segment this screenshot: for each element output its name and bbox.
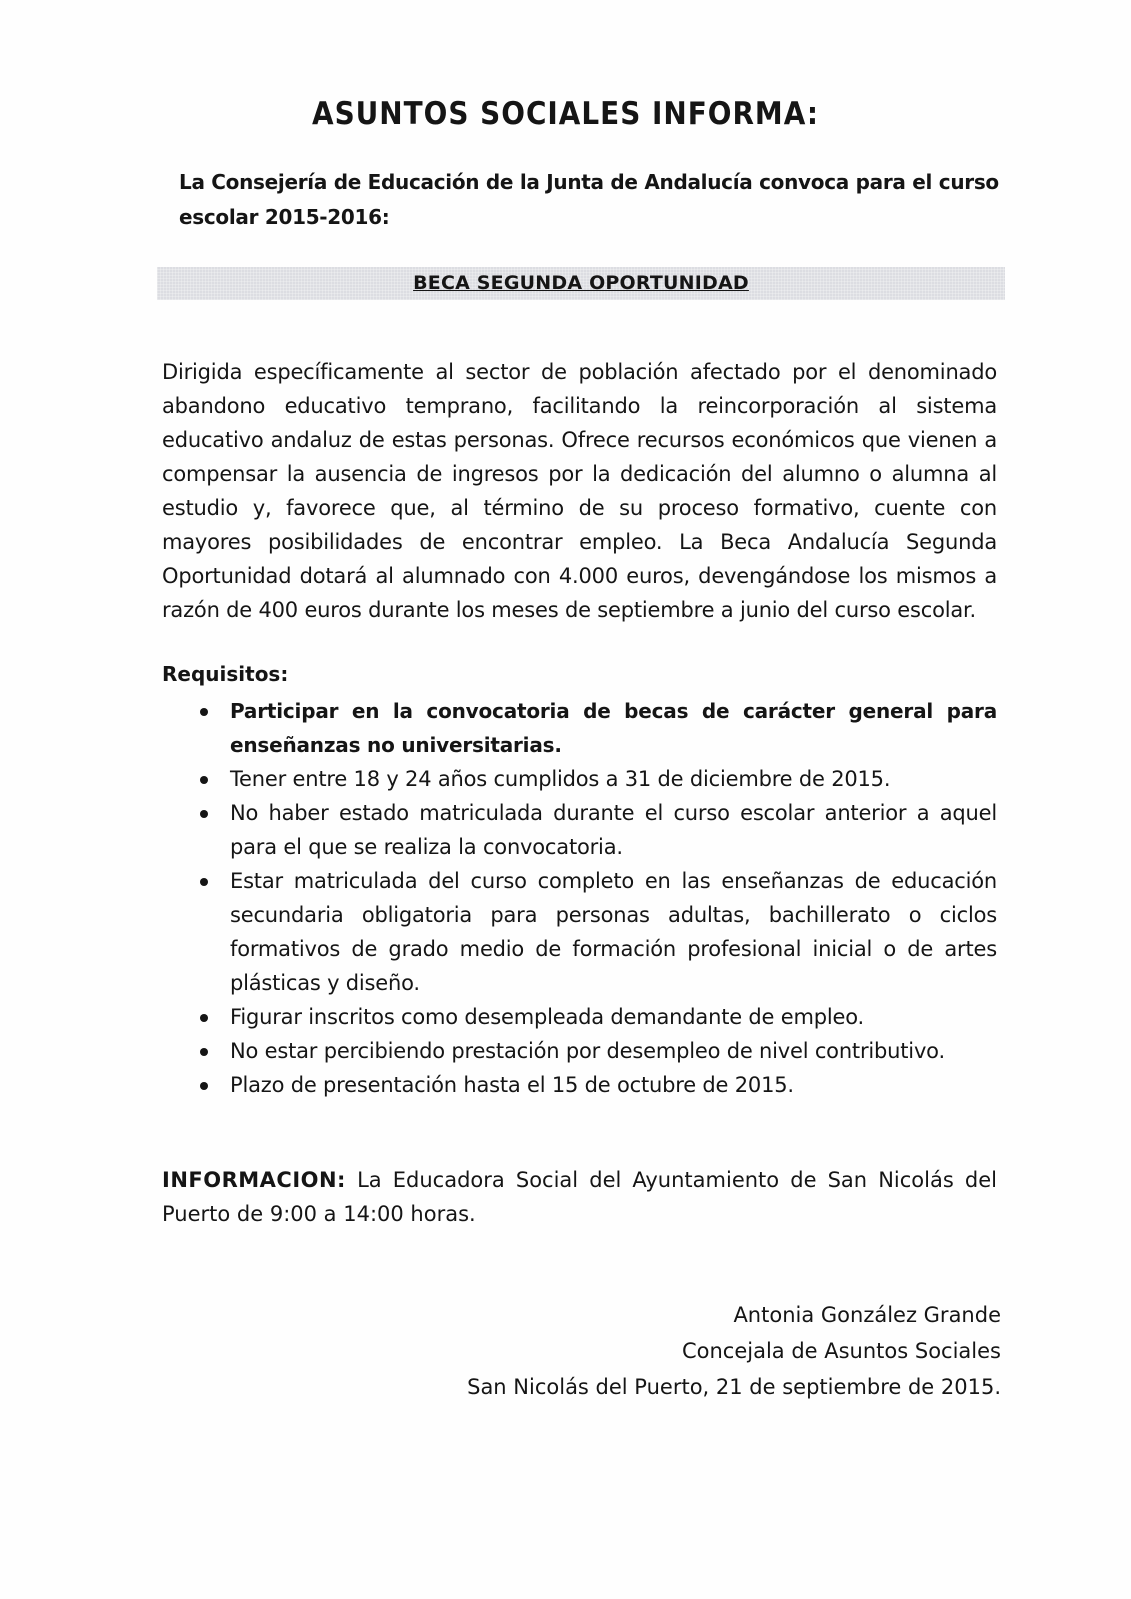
requirement-item	[162, 796, 997, 864]
signature-block	[467, 1297, 1001, 1405]
requirement-text: Participar en la convocatoria de becas de carácter general para enseñanzas no universitarias.	[230, 699, 997, 757]
bullet-icon	[200, 1014, 208, 1022]
bullet-icon	[200, 1048, 208, 1056]
bullet-icon	[200, 1082, 208, 1090]
bullet-icon	[200, 878, 208, 886]
requirement-text: Figurar inscritos como desempleada demandante de empleo.	[230, 1005, 864, 1029]
requirement-item	[162, 694, 997, 762]
requirements-heading: Requisitos:	[162, 662, 289, 686]
requirement-item	[162, 1034, 997, 1068]
bullet-icon	[200, 810, 208, 818]
requirement-text: Plazo de presentación hasta el 15 de octubre de 2015.	[230, 1073, 794, 1097]
signatory-role: Concejala de Asuntos Sociales	[681, 1339, 1001, 1363]
description-paragraph: Dirigida específicamente al sector de población afectado por el denominado abandono educativo temprano, facilitando la reincorporación al sistema educativo andaluz de estas personas. Ofrece recursos económicos que vienen a compensar la ausencia de ingresos por la dedicación del alumno o alumna al estudio y, favorece que, al término de su proceso formativo, cuente con mayores posibilidades de encontrar empleo. La Beca Andalucía Segunda Oportunidad dotará al alumnado con 4.000 euros, devengándose los mismos a razón de 400 euros durante los meses de septiembre a junio del curso escolar.	[162, 360, 997, 622]
information-text: La Educadora Social del Ayuntamiento de San Nicolás del Puerto de 9:00 a 14:00 horas.	[162, 1168, 997, 1226]
requirements-list	[162, 694, 997, 1102]
requirement-text: No estar percibiendo prestación por desempleo de nivel contributivo.	[230, 1039, 945, 1063]
signatory-name: Antonia González Grande	[733, 1303, 1001, 1327]
requirement-text: Estar matriculada del curso completo en las enseñanzas de educación secundaria obligatoria para personas adultas, bachillerato o ciclos formativos de grado medio de formación profesional inicial o de artes plásticas y diseño.	[230, 869, 997, 995]
requirement-item	[162, 864, 997, 1000]
information-label: INFORMACION:	[162, 1168, 346, 1192]
page-title: ASUNTOS SOCIALES INFORMA:	[311, 96, 820, 132]
bullet-icon	[200, 708, 208, 716]
scholarship-title: BECA SEGUNDA OPORTUNIDAD	[413, 272, 749, 294]
requirement-item	[162, 762, 997, 796]
place-and-date: San Nicolás del Puerto, 21 de septiembre de 2015.	[467, 1375, 1001, 1399]
requirement-item	[162, 1000, 997, 1034]
requirement-text: Tener entre 18 y 24 años cumplidos a 31 de diciembre de 2015.	[230, 767, 891, 791]
requirement-item	[162, 1068, 997, 1102]
information-paragraph	[162, 1163, 997, 1231]
requirement-text: No haber estado matriculada durante el curso escolar anterior a aquel para el que se realiza la convocatoria.	[230, 801, 997, 859]
bullet-icon	[200, 776, 208, 784]
intro-paragraph: La Consejería de Educación de la Junta de Andalucía convoca para el curso escolar 2015-2016:	[179, 170, 999, 229]
